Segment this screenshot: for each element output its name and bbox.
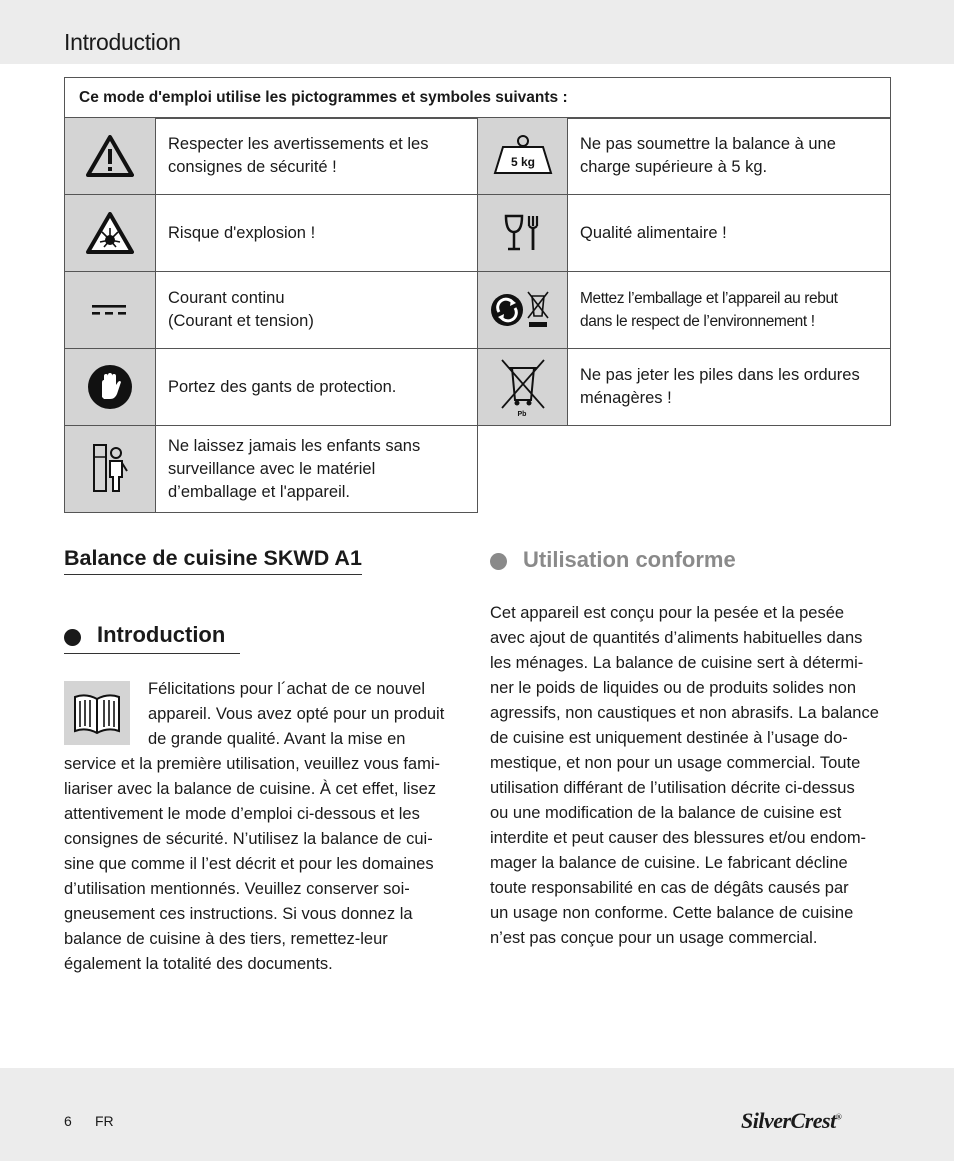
pictogram-text: Qualité alimentaire ! bbox=[567, 194, 891, 272]
pictogram-text: Mettez l’emballage et l’appareil au rebut dans le respect de l’environnement ! bbox=[567, 271, 891, 349]
pictogram-text: Ne laissez jamais les enfants sans surveillance avec le matériel d’emballage et l'appareil. bbox=[155, 425, 478, 513]
brand-logo: SilverCrest® bbox=[741, 1108, 842, 1133]
page-number: 6 bbox=[64, 1113, 72, 1129]
pictogram-text: Ne pas jeter les piles dans les ordures ménagères ! bbox=[567, 348, 891, 426]
food-safe-icon bbox=[477, 194, 568, 272]
svg-text:5 kg: 5 kg bbox=[510, 155, 535, 169]
explosion-risk-icon bbox=[64, 194, 156, 272]
introduction-heading: Introduction bbox=[97, 622, 226, 647]
child-supervision-icon bbox=[64, 425, 156, 513]
direct-current-icon bbox=[64, 271, 156, 349]
pictogram-text: Risque d'explosion ! bbox=[155, 194, 478, 272]
product-title: Balance de cuisine SKWD A1 bbox=[64, 546, 362, 575]
pictogram-text: Courant continu (Courant et tension) bbox=[155, 271, 478, 349]
pictogram-text: Ne pas soumettre la balance à une charge supérieure à 5 kg. bbox=[567, 117, 891, 195]
weight-5kg-icon bbox=[477, 117, 568, 195]
pictogram-text: Portez des gants de protection. bbox=[155, 348, 478, 426]
usage-heading: Utilisation conforme bbox=[523, 547, 736, 572]
pictogram-table-heading: Ce mode d'emploi utilise les pictogrammes et symboles suivants : bbox=[64, 77, 891, 119]
warning-triangle-icon bbox=[64, 117, 156, 195]
battery-disposal-icon bbox=[477, 348, 568, 426]
read-manual-icon bbox=[64, 681, 130, 745]
bullet-icon bbox=[490, 553, 507, 570]
recycling-icon bbox=[477, 271, 568, 349]
intro-paragraph: service et la première utilisation, veuillez vous fami- liariser avec la balance de cuisine. À cet effet, lisez attentivement le mode d’emploi ci-dessous et les consignes de sécurité. N’utilisez la balance de cui- sine que comme il l’est décrit et pour les domaines d’utilisation mentionnés. Veuillez conserver soi- gneusement ces instructions. Si vous donnez la balance de cuisine à des tiers, remettez-leur également la totalité des documents. bbox=[64, 755, 440, 973]
page-header-title: Introduction bbox=[64, 29, 181, 55]
pictogram-text: Respecter les avertissements et les consignes de sécurité ! bbox=[155, 117, 478, 195]
usage-paragraph: Cet appareil est conçu pour la pesée et la pesée avec ajout de quantités d’aliments habituelles dans les ménages. La balance de cuisine sert à détermi- ner le poids de liquides ou de produits solides non agressifs, non caustiques et non abrasifs. La balance de cuisine est uniquement destinée à l’usage do- mestique, et non pour un usage commercial. Toute utilisation différant de l’utilisation décrite ci-dessus ou une modification de la balance de cuisine est interdite et peut causer des blessures et/ou endom- mager la balance de cuisine. Le fabricant décline toute responsabilité en cas de dégâts causés par un usage non conforme. Cette balance de cuisine n’est pas conçue pour un usage commercial. bbox=[490, 604, 879, 947]
language-code: FR bbox=[95, 1113, 114, 1129]
protective-gloves-icon bbox=[64, 348, 156, 426]
intro-paragraph-top: Félicitations pour l´achat de ce nouvel appareil. Vous avez opté pour un produit de grande qualité. Avant la mise en bbox=[148, 680, 445, 748]
svg-text:Pb: Pb bbox=[517, 411, 526, 418]
